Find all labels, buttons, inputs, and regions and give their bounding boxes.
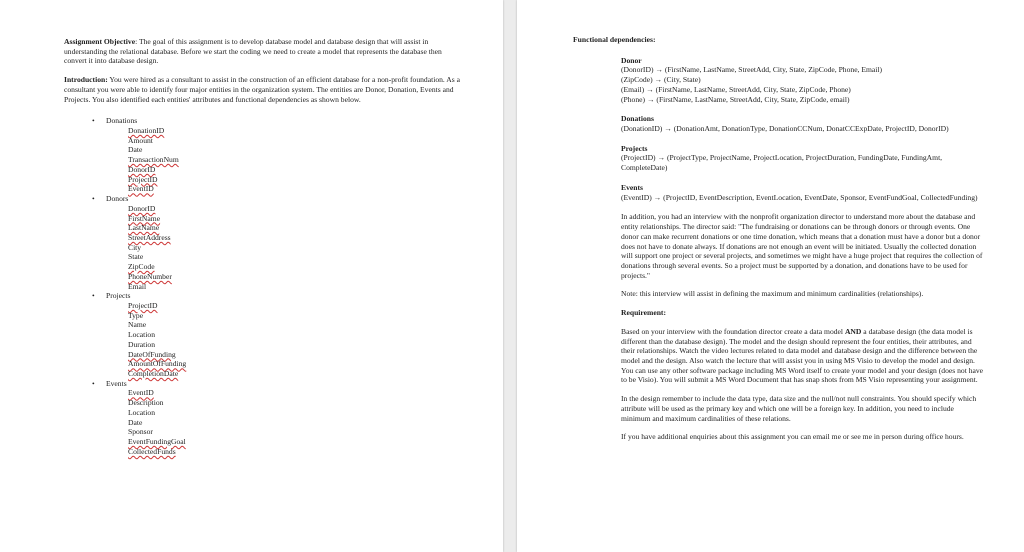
dependency-line: (DonationID) → (DonationAmt, DonationType, DonationCCNum, DonatCCExpDate, ProjectID, DonorID) [621, 124, 949, 134]
attribute-item: State [128, 252, 144, 262]
attribute-item: Location [128, 407, 155, 417]
attribute-item: ProjectID [128, 174, 158, 184]
attribute-item: EventID [128, 388, 154, 398]
dependency-line: (Email) → (FirstName, LastName, StreetAdd, City, State, ZipCode, Phone) [621, 84, 851, 94]
attribute-item: Name [128, 320, 147, 330]
page-right [517, 0, 1024, 552]
attribute-list [106, 204, 461, 291]
attribute-item: Date [128, 145, 143, 155]
introduction-label: Introduction: [64, 75, 108, 85]
dependency-title: Projects [621, 143, 648, 153]
objective-label: Assignment Objective [64, 37, 136, 46]
req1-text-a: Based on your interview with the foundation director create a data model [621, 326, 845, 336]
attribute-list [106, 126, 461, 194]
req1-text-b: a database design (the data model is different than the database design). The model and the design should represent the four entities, their attributes, and their relationships. Watch the video lectures related to data model and database design and the difference between the model and the design. Also watch the lecture that will assist you in using MS Visio to develop the model and design. You can use any other software package including MS Word itself to create your model and your design (does not have to be Visio). You will submit a MS Word Document that has snap shots from MS Visio representing your assignment. [621, 326, 984, 385]
dependency-title: Donor [621, 55, 642, 65]
functional-dependencies-heading: Functional dependencies: [573, 35, 656, 44]
attribute-item: EventID [128, 184, 154, 194]
entity-name: Events [106, 378, 127, 388]
attribute-item: Email [128, 281, 147, 291]
attribute-item: TransactionNum [128, 155, 179, 165]
attribute-item: Description [128, 398, 164, 408]
closing-paragraph: If you have additional enquiries about this assignment you can email me or see me in person during office hours. [621, 432, 964, 442]
dependency-title: Events [621, 182, 643, 192]
dependency-donations [621, 114, 984, 133]
dependency-line: (ZipCode) → (City, State) [621, 75, 701, 85]
requirement-paragraph-1 [621, 327, 984, 385]
entity-projects [64, 291, 461, 378]
requirement-heading: Requirement: [621, 308, 666, 318]
attribute-item: DonorID [128, 164, 156, 174]
requirement-paragraph-2: In the design remember to include the data type, data size and the null/not null constraints. You should specify which attribute will be used as the primary key and which one will be a foreign key. In addition, you need to include minimum and maximum cardinalities of these relations. [621, 394, 977, 423]
attribute-list [106, 301, 461, 379]
dependency-list [573, 56, 984, 203]
dependency-line: (DonorID) → (FirstName, LastName, StreetAdd, City, State, ZipCode, Phone, Email) [621, 65, 883, 75]
attribute-item: Location [128, 330, 155, 340]
entity-name: Donors [106, 194, 129, 204]
dependency-events [621, 183, 984, 202]
attribute-item: StreetAddress [128, 232, 171, 242]
entity-donations [64, 116, 461, 194]
dependency-line: (ProjectID) → (ProjectType, ProjectName, ProjectLocation, ProjectDuration, FundingDate, FundingAmt, CompleteDate) [621, 153, 943, 173]
attribute-item: DonationID [128, 126, 165, 136]
attribute-item: ProjectID [128, 300, 158, 310]
attribute-item: Amount [128, 135, 153, 145]
note-paragraph: Note: this interview will assist in defining the maximum and minimum cardinalities (relationships). [621, 289, 924, 299]
attribute-item: AmountOfFunding [128, 359, 187, 369]
attribute-item: DateOfFunding [128, 349, 176, 359]
attribute-item: CollectedFunds [128, 446, 176, 456]
page-left [0, 0, 503, 552]
entity-events [64, 379, 461, 457]
objective-text: : The goal of this assignment is to develop database model and database design that will assist in understanding the relational database. Before we start the coding we need to create a model that represents the database then convert it into database design. [64, 37, 442, 66]
attribute-item: Duration [128, 339, 155, 349]
attribute-item: CompletionDate [128, 369, 179, 378]
introduction-text: You were hired as a consultant to assist in the construction of an efficient database for a non-profit foundation. As a consultant you were able to identify four major entities in the organization system. The entities are Donor, Donation, Events and Projects. You also identified each entities' attributes and functional dependencies as shown below. [64, 75, 460, 104]
entity-name: Donations [106, 116, 138, 126]
entity-list [64, 116, 461, 456]
dependency-projects [621, 144, 984, 173]
entity-name: Projects [106, 291, 131, 301]
attribute-item: DonorID [128, 203, 156, 213]
entity-donors [64, 194, 461, 291]
objective-paragraph [64, 37, 461, 66]
attribute-item: PhoneNumber [128, 271, 172, 281]
dependency-title: Donations [621, 114, 654, 124]
attribute-item: EventFundingGoal [128, 437, 186, 447]
attribute-list [106, 388, 461, 456]
req1-and: AND [844, 326, 862, 336]
attribute-item: Type [128, 310, 144, 320]
attribute-item: Date [128, 417, 143, 427]
dependency-donor [621, 56, 984, 105]
introduction-paragraph [64, 75, 461, 104]
attribute-item: ZipCode [128, 262, 155, 272]
attribute-item: LastName [128, 223, 160, 233]
dependency-line: (EventID) → (ProjectID, EventDescription, EventLocation, EventDate, Sponsor, EventFundGoal, CollectedFunding) [621, 192, 978, 202]
attribute-item: FirstName [128, 213, 161, 223]
attribute-item: Sponsor [128, 427, 153, 437]
interview-paragraph: In addition, you had an interview with the nonprofit organization director to understand more about the database and entity relationships. The director said: "The fundraising or donations can be through donors or through events. One donor can make recurrent donations or one time donation, which means that a donation must have a donor but a donor does not have to donate always. If donations are not enough an event will be initiated. Usually the collected donation will support one project or several projects, and sometimes we might have a huge project that requires the collection of donations through several events. So a project must be supported by a donation, and donations have to be used for projects." [621, 212, 983, 280]
attribute-item: City [128, 242, 142, 252]
dependency-line: (Phone) → (FirstName, LastName, StreetAdd, City, State, ZipCode, email) [621, 94, 850, 104]
